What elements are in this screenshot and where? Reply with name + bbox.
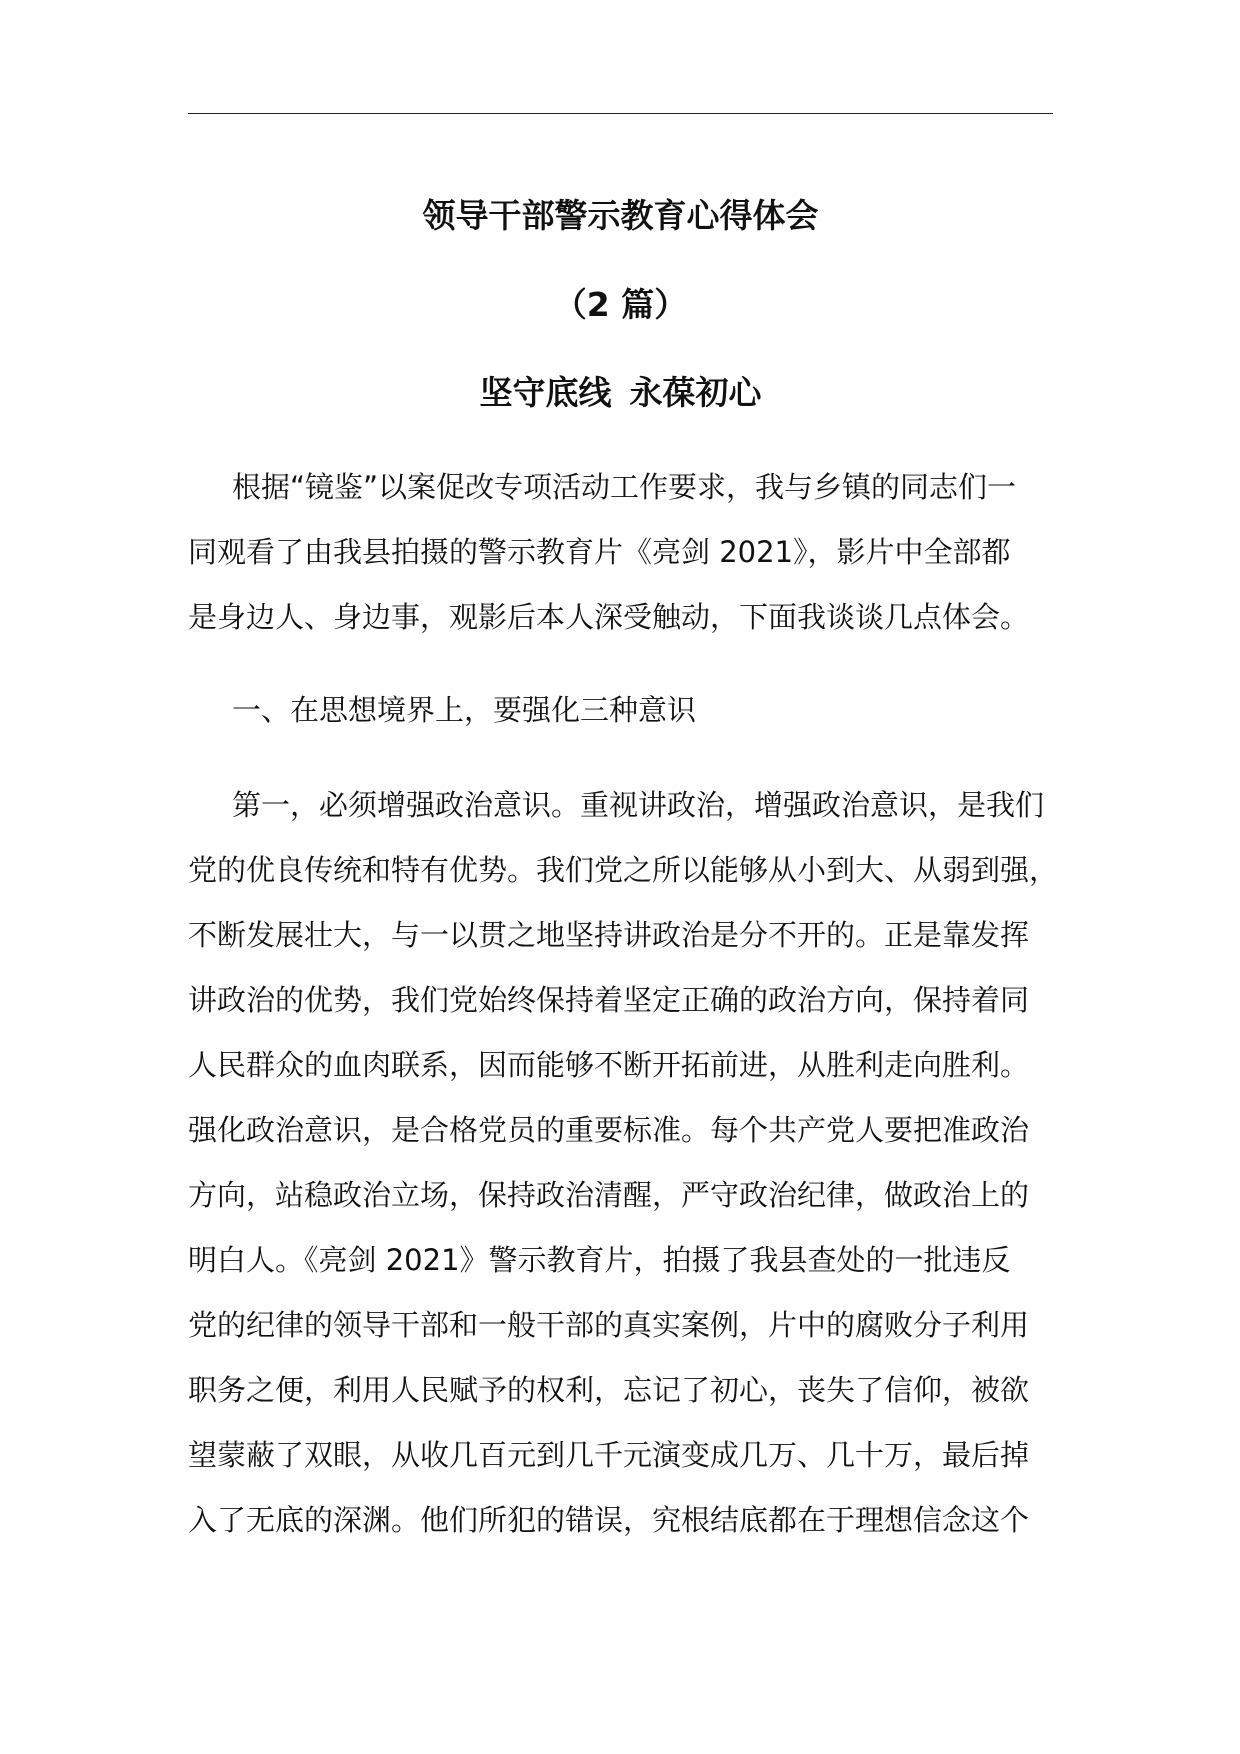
paragraph-line: 第一，必须增强政治意识。重视讲政治，增强政治意识，是我们 (232, 788, 1045, 822)
paragraph-line: 强化政治意识，是合格党员的重要标准。每个共产党人要把准政治 (188, 1113, 1030, 1147)
document-title: 领导干部警示教育心得体会 (422, 196, 819, 235)
paragraph-line: 职务之便，利用人民赋予的权利，忘记了初心，丧失了信仰，被欲 (188, 1373, 1030, 1407)
paragraph-line: 党的优良传统和特有优势。我们党之所以能够从小到大、从弱到强， (188, 853, 1059, 887)
paragraph-line: 根据“镜鉴”以案促改专项活动工作要求，我与乡镇的同志们一 (232, 470, 1017, 504)
paragraph-line: 人民群众的血肉联系，因而能够不断开拓前进，从胜利走向胜利。 (188, 1048, 1030, 1082)
paragraph-line: 同观看了由我县拍摄的警示教育片《亮剑 2021》，影片中全部都 (188, 535, 1011, 569)
article-title-part-2: 永葆初心 (629, 373, 762, 412)
article-title (188, 373, 1053, 413)
intro-paragraph (188, 455, 1058, 650)
paragraph-line: 讲政治的优势，我们党始终保持着坚定正确的政治方向，保持着同 (188, 983, 1030, 1017)
article-title-part-1: 坚守底线 (479, 373, 612, 412)
section-heading (188, 678, 1058, 743)
paragraph-line: 方向，站稳政治立场，保持政治清醒，严守政治纪律，做政治上的 (188, 1178, 1030, 1212)
paragraph-line: 不断发展壮大，与一以贯之地坚持讲政治是分不开的。正是靠发挥 (188, 918, 1030, 952)
paragraph-line: 党的纪律的领导干部和一般干部的真实案例，片中的腐败分子利用 (188, 1308, 1030, 1342)
header-rule (188, 113, 1053, 114)
first-point-paragraph (188, 773, 1058, 1553)
paragraph-line: 望蒙蔽了双眼，从收几百元到几千元演变成几万、几十万，最后掉 (188, 1438, 1030, 1472)
article-count: （2 篇） (553, 285, 688, 324)
paragraph-line: 入了无底的深渊。他们所犯的错误，究根结底都在于理想信念这个 (188, 1503, 1030, 1537)
paragraph-line: 明白人。《亮剑 2021》警示教育片，拍摄了我县查处的一批违反 (188, 1243, 1011, 1277)
paragraph-line: 是身边人、身边事，观影后本人深受触动，下面我谈谈几点体会。 (188, 600, 1030, 634)
section-heading-text: 一、在思想境界上，要强化三种意识 (232, 693, 697, 727)
